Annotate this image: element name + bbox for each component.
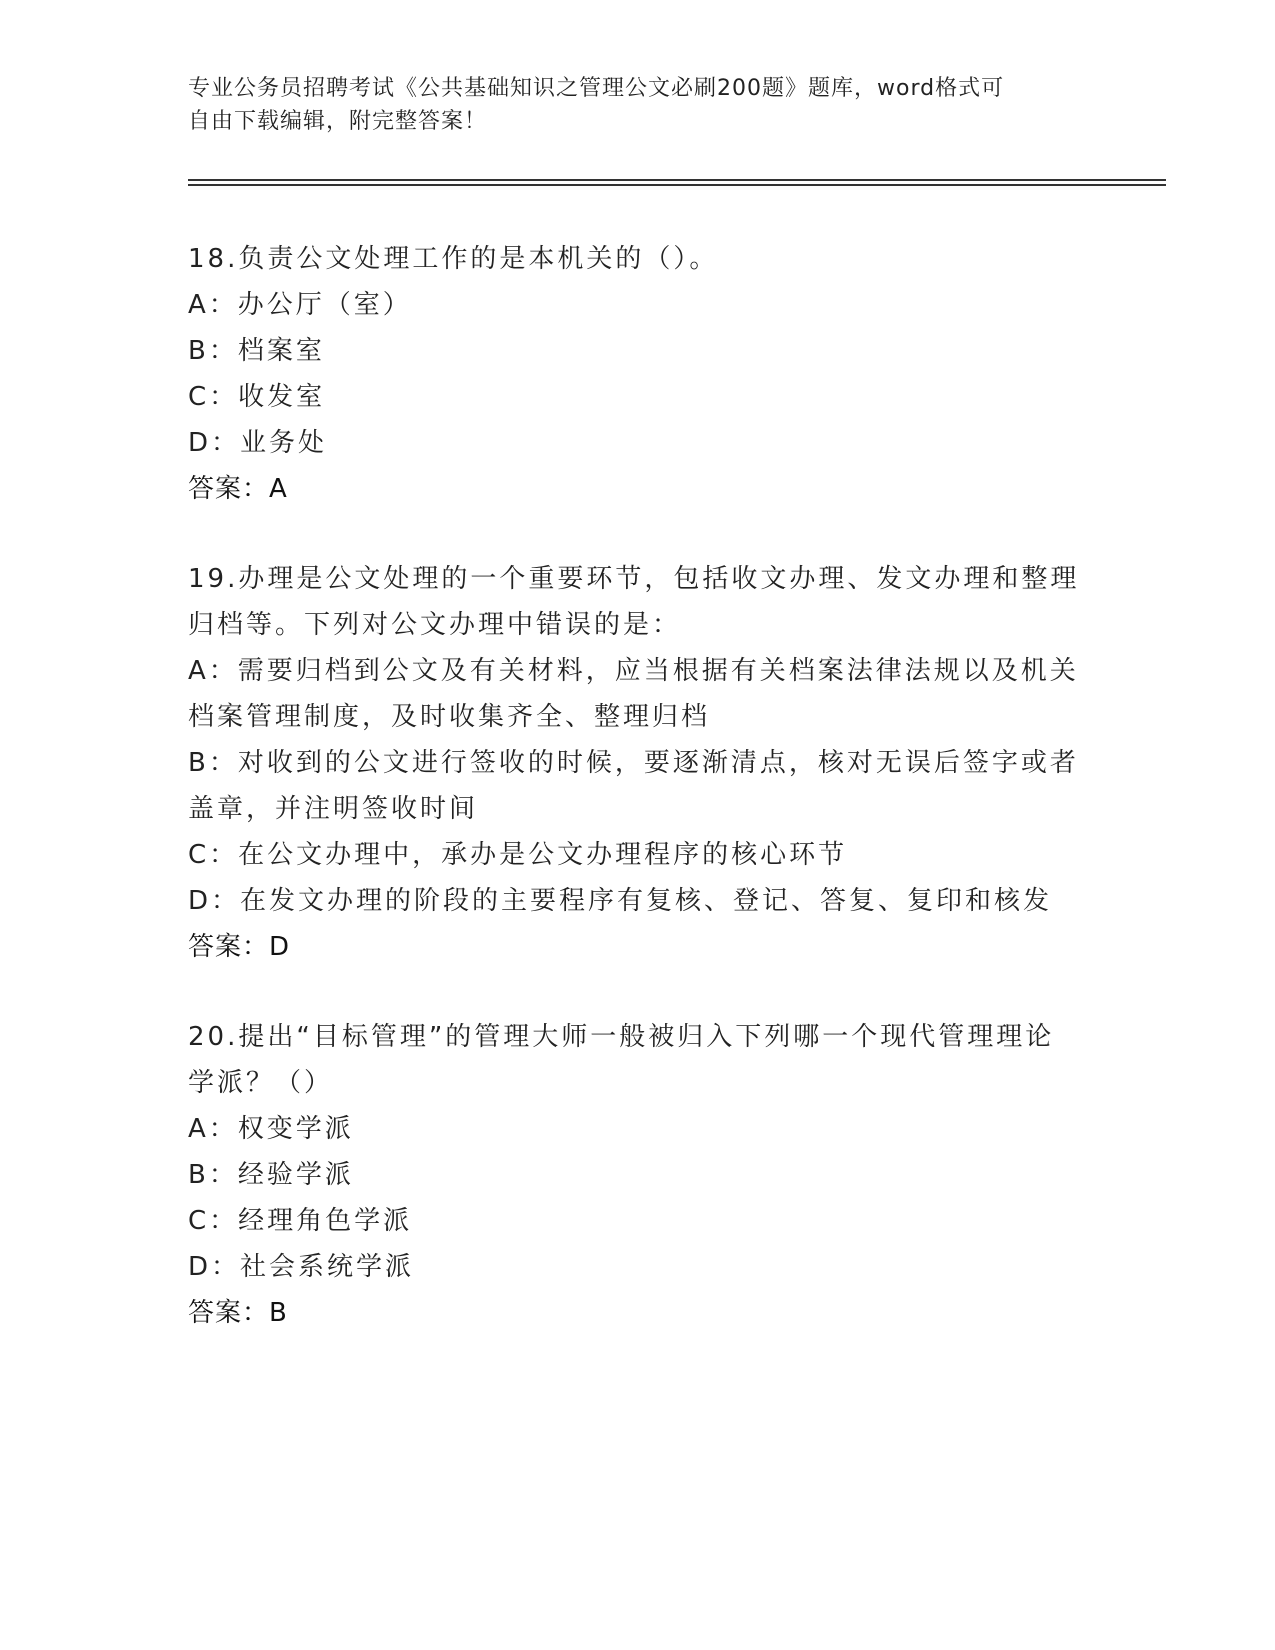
answer: 答案：A <box>188 474 288 504</box>
option-line: B：对收到的公文进行签收的时候，要逐渐清点，核对无误后签字或者 <box>188 748 1079 778</box>
option-line: B：档案室 <box>188 336 325 366</box>
option-d <box>188 1244 1088 1290</box>
header-divider-top <box>188 179 1166 181</box>
answer: 答案：B <box>188 1298 288 1328</box>
option-line: 档案管理制度，及时收集齐全、整理归档 <box>188 702 711 732</box>
header-line-2: 自由下载编辑，附完整答案！ <box>188 109 488 134</box>
option-d <box>188 420 1088 466</box>
option-line: C：经理角色学派 <box>188 1206 413 1236</box>
option-d <box>188 878 1088 924</box>
option-a <box>188 648 1088 740</box>
option-c <box>188 374 1088 420</box>
option-line: 盖章，并注明签收时间 <box>188 794 479 824</box>
answer: 答案：D <box>188 932 291 962</box>
stem-line: 18.负责公文处理工作的是本机关的（）。 <box>188 244 719 274</box>
question-20 <box>188 1014 1088 1336</box>
option-c <box>188 1198 1088 1244</box>
document-header <box>188 72 1088 138</box>
option-b <box>188 1152 1088 1198</box>
question-stem <box>188 236 1088 282</box>
question-stem <box>188 1014 1088 1106</box>
option-line: A：权变学派 <box>188 1114 354 1144</box>
option-line: C：收发室 <box>188 382 326 412</box>
option-line: C：在公文办理中，承办是公文办理程序的核心环节 <box>188 840 848 870</box>
question-19 <box>188 556 1088 970</box>
stem-line: 学派？（） <box>188 1068 334 1098</box>
option-a <box>188 1106 1088 1152</box>
option-line: D：在发文办理的阶段的主要程序有复核、登记、答复、复印和核发 <box>188 886 1053 916</box>
option-b <box>188 328 1088 374</box>
option-line: D：业务处 <box>188 428 328 458</box>
option-a <box>188 282 1088 328</box>
option-b <box>188 740 1088 832</box>
stem-line: 归档等。下列对公文办理中错误的是： <box>188 610 682 640</box>
option-line: B：经验学派 <box>188 1160 354 1190</box>
option-line: D：社会系统学派 <box>188 1252 415 1282</box>
question-stem <box>188 556 1088 648</box>
option-line: A：办公厅（室） <box>188 290 412 320</box>
stem-line: 19.办理是公文处理的一个重要环节，包括收文办理、发文办理和整理 <box>188 564 1080 594</box>
question-list <box>188 236 1088 1380</box>
stem-line: 20.提出“目标管理”的管理大师一般被归入下列哪一个现代管理理论 <box>188 1022 1055 1052</box>
header-line-1: 专业公务员招聘考试《公共基础知识之管理公文必刷200题》题库，word格式可 <box>188 76 1005 101</box>
option-line: A：需要归档到公文及有关材料，应当根据有关档案法律法规以及机关 <box>188 656 1079 686</box>
header-divider-bottom <box>188 184 1166 186</box>
option-c <box>188 832 1088 878</box>
question-18 <box>188 236 1088 512</box>
